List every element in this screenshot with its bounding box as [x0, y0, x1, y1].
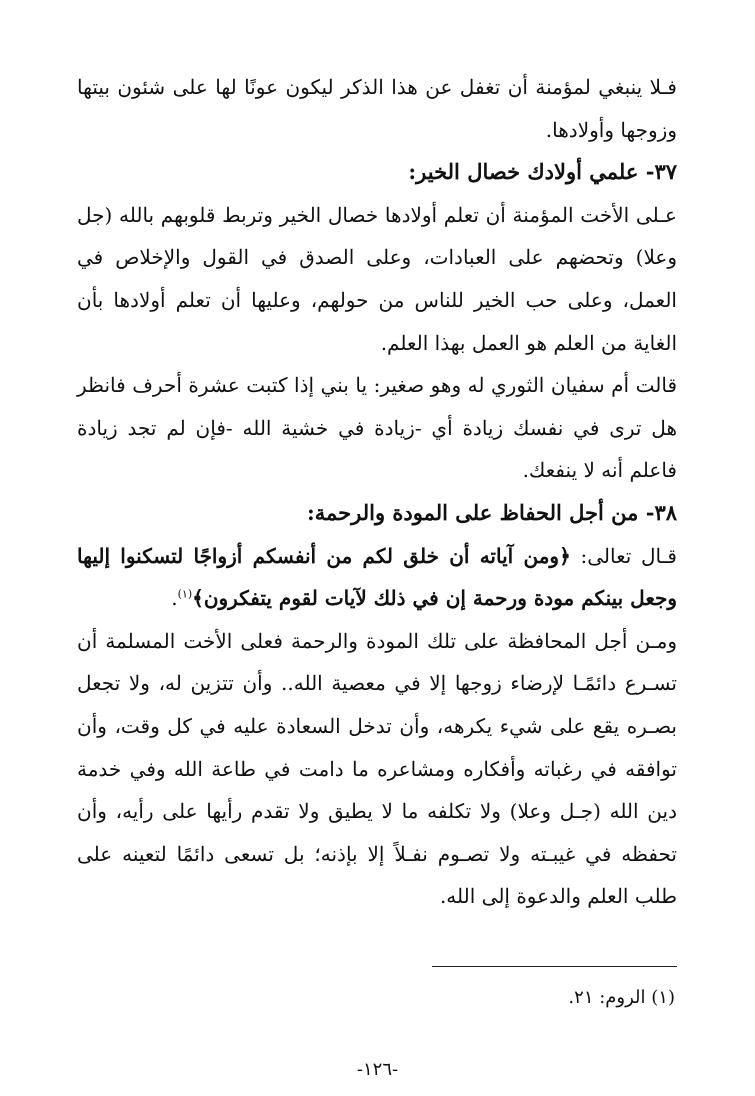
section-heading-38: ٣٨- من أجل الحفاظ على المودة والرحمة: [307, 499, 677, 525]
paragraph-teach-children: عـلى الأخت المؤمنة أن تعلم أولادها خصال الخير وتربط قلوبهم بالله (جل وعلا) وتحضهم على العبادات، وعلى الصدق في القول والإخلاص في العمل، وعلى حب الخير للناس من حولهم، وعليها أن تعلم أولادها بأن الغاية من العلم هو العمل بهذا العلم. [77, 202, 677, 355]
footnote-divider [432, 966, 677, 967]
paragraph-dhikr-conclusion: فـلا ينبغي لمؤمنة أن تغفل عن هذا الذكر ليكون عونًا لها على شئون بيتها وزوجها وأولادها. [77, 75, 677, 142]
paragraph-sufyan-mother: قالت أم سفيان الثوري له وهو صغير: يا بني إذا كتبت عشرة أحرف فانظر هل ترى في نفسك زيادة أي -زيادة في خشية الله -فإن لم تجد زيادة فاعلم أنه لا ينفعك. [77, 373, 677, 483]
section-heading-37: ٣٧- علمي أولادك خصال الخير: [408, 159, 677, 185]
paragraph-mawadda-rahma: ومـن أجل المحافظة على تلك المودة والرحمة فعلى الأخت المسلمة أن تسـرع دائمًـا لإرضاء زوجها إلا في معصية الله.. وأن تتزين له، ولا تجعل بصـره يقع على شيء يكرهه، وأن تدخل السعادة عليه في كل وقت، وأن توافقه في رغباته وأفكاره ومشاعره ما دامت في طاعة الله وفي خدمة دين الله (جـل وعلا) ولا تكلفه ما لا يطيق ولا تقدم رأيها على رأيه، وأن تحفظه في غيبـته ولا تصـوم نفـلاً إلا بإذنه؛ بل تسعى دائمًا لتعينه على طلب العلم والدعوة إلى الله. [77, 628, 677, 909]
page-number: -١٢٦- [356, 1059, 399, 1080]
footnote: (١) الروم: ٢١. [568, 987, 675, 1008]
main-text [77, 66, 677, 918]
paragraph-quran-verse [77, 535, 677, 620]
verse-intro: قـال تعالى: [570, 543, 677, 568]
verse-end-period: . [171, 586, 178, 611]
footnote-reference: (١) [177, 587, 193, 601]
quran-verse: ﴿ومن آياته أن خلق لكم من أنفسكم أزواجًا لتسكنوا إليها وجعل بينكم مودة ورحمة إن في ذلك لآيات لقوم يتفكرون﴾ [77, 543, 677, 611]
